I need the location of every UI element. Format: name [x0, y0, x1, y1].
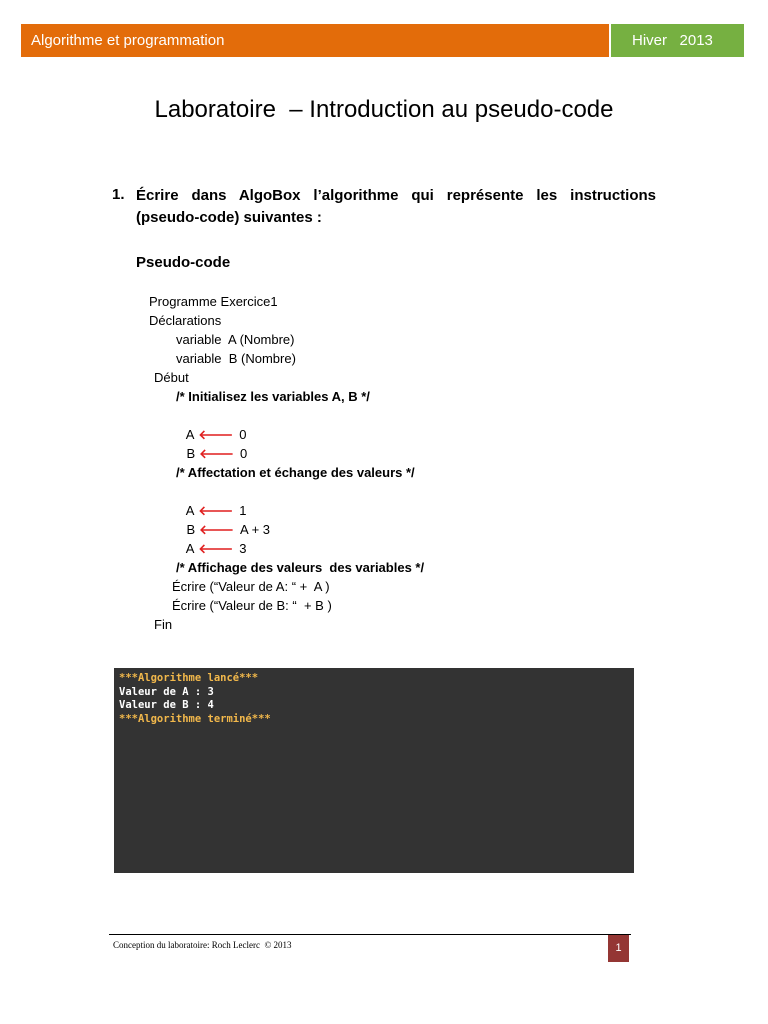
- left-arrow-icon: 🡐: [198, 503, 234, 518]
- assignment-line: [172, 482, 247, 518]
- assignment-value: 1: [239, 503, 247, 518]
- variable-b-line: variable B (Nombre): [176, 351, 296, 366]
- console-start-status: ***Algorithme lancé***: [119, 672, 259, 684]
- assignment-line: [172, 406, 247, 442]
- write-a-line: Écrire (“Valeur de A: “ + A ): [172, 579, 330, 594]
- comment-display: /* Affichage des valeurs des variables */: [176, 560, 425, 575]
- variable-a-line: variable A (Nombre): [176, 332, 295, 347]
- console-output-a: Valeur de A : 3: [119, 685, 214, 698]
- footer-credit: Conception du laboratoire: Roch Leclerc © 2013: [113, 940, 292, 950]
- algobox-console-output: [114, 668, 634, 873]
- assignment-line: [172, 520, 247, 556]
- assignment-value: 3: [239, 541, 247, 556]
- page-number-badge: 1: [608, 935, 629, 962]
- header-course-title: Algorithme et programmation: [21, 24, 609, 57]
- assignment-target: A: [185, 503, 195, 518]
- left-arrow-icon: 🡐: [199, 446, 234, 461]
- assignment-target: B: [186, 446, 196, 461]
- left-arrow-icon: 🡐: [199, 522, 234, 537]
- console-end-status: ***Algorithme terminé***: [119, 712, 271, 725]
- assignment-line: [172, 501, 270, 537]
- footer-divider: [109, 934, 631, 935]
- begin-line: Début: [154, 370, 189, 385]
- question-text: Écrire dans AlgoBox l’algorithme qui représente les instructions (pseudo-code) suivantes :: [136, 187, 656, 226]
- comment-init: /* Initialisez les variables A, B */: [176, 389, 370, 404]
- question-number: 1.: [112, 186, 125, 203]
- comment-assign: /* Affectation et échange des valeurs */: [176, 465, 415, 480]
- left-arrow-icon: 🡐: [198, 427, 234, 442]
- assignment-value: 0: [240, 446, 248, 461]
- assignment-target: A: [185, 541, 195, 556]
- header-term: Hiver 2013: [611, 24, 744, 57]
- assignment-value: 0: [239, 427, 247, 442]
- end-line: Fin: [154, 617, 173, 632]
- write-b-line: Écrire (“Valeur de B: “ + B ): [172, 598, 332, 613]
- program-line: Programme Exercice1: [149, 294, 278, 309]
- left-arrow-icon: 🡐: [198, 541, 234, 556]
- page-title: Laboratoire – Introduction au pseudo-code: [154, 96, 614, 123]
- assignment-line: [172, 425, 248, 461]
- assignment-value: A + 3: [240, 522, 270, 537]
- console-output-b: Valeur de B : 4: [119, 699, 214, 711]
- assignment-target: B: [186, 522, 196, 537]
- declarations-line: Déclarations: [149, 313, 222, 328]
- assignment-target: A: [185, 427, 195, 442]
- section-heading: Pseudo-code: [136, 254, 231, 271]
